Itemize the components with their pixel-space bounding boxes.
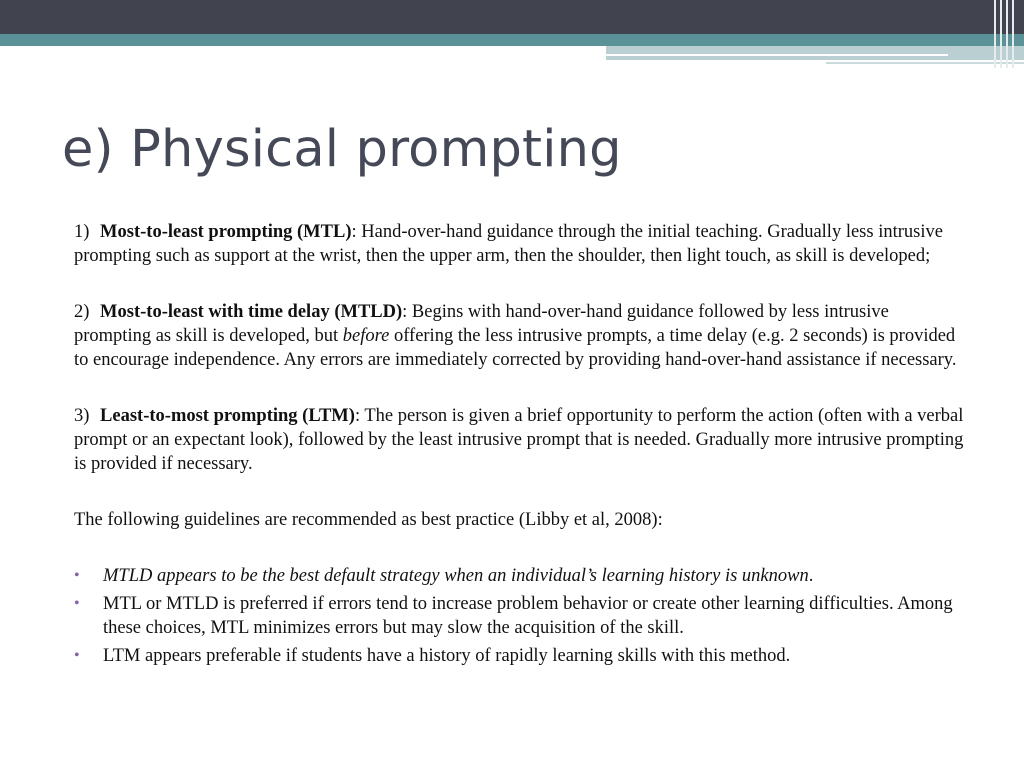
- bullet-text: MTLD appears to be the best default strategy when an individual’s learning history is unknown: [103, 566, 809, 586]
- banner-vertical-stripe: [994, 0, 996, 68]
- item-term: Least-to-most prompting (LTM): [100, 406, 355, 426]
- item-number: 3): [74, 406, 90, 426]
- bullet-text: LTM appears preferable if students have a history of rapidly learning skills with this method.: [103, 646, 791, 666]
- banner-stripe: [606, 54, 948, 56]
- item-term: Most-to-least prompting (MTL): [100, 222, 352, 242]
- guidelines-list: [74, 564, 964, 668]
- bullet-period: .: [808, 566, 814, 586]
- item-description: offering the less intrusive prompts, a time delay (e.g. 2 seconds) is provided to encourage independence. Any errors are immediately corrected by providing hand-over-hand assistance if necessary.: [74, 326, 957, 370]
- item-separator: :: [402, 302, 408, 322]
- item-number: 1): [74, 222, 90, 242]
- prompting-item-mtl: [74, 220, 964, 268]
- banner-light-band: [606, 46, 1024, 60]
- list-item: [74, 592, 964, 640]
- item-separator: :: [354, 406, 361, 426]
- banner-teal-band: [0, 34, 1024, 46]
- item-description: Hand-over-hand guidance through the initial teaching. Gradually less intrusive prompting such as support at the wrist, then the upper arm, then the shoulder, then light touch, as skill is developed;: [74, 222, 943, 266]
- item-description: Begins with hand-over-hand guidance followed by less intrusive prompting as skill is developed, but: [74, 302, 889, 346]
- item-term: Most-to-least with time delay (MTLD): [100, 302, 403, 322]
- bullet-text: MTL or MTLD is preferred if errors tend to increase problem behavior or create other learning difficulties. Among these choices, MTL minimizes errors but may slow the acquisition of the skill.: [103, 594, 953, 638]
- item-number: 2): [74, 302, 90, 322]
- prompting-item-ltm: [74, 404, 964, 476]
- item-emphasis: before: [342, 326, 390, 346]
- bullet-icon: •: [74, 647, 80, 664]
- bullet-icon: •: [74, 595, 80, 612]
- list-item: [74, 644, 964, 668]
- banner-vertical-stripe: [1000, 0, 1002, 68]
- bullet-icon: •: [74, 567, 80, 584]
- banner-vertical-stripe: [1012, 0, 1014, 68]
- item-separator: :: [351, 222, 357, 242]
- item-description: The person is given a brief opportunity to perform the action (often with a verbal prompt or an expectant look), followed by the least intrusive prompt that is needed. Gradually more intrusive prompting is provided if necessary.: [74, 406, 964, 474]
- banner-vertical-stripe: [1006, 0, 1008, 68]
- slide-title: e) Physical prompting: [62, 120, 622, 179]
- slide-body: [74, 220, 964, 672]
- guidelines-intro: The following guidelines are recommended as best practice (Libby et al, 2008):: [74, 510, 663, 530]
- banner-dark-band: [0, 0, 1024, 34]
- prompting-item-mtld: [74, 300, 964, 372]
- list-item: [74, 564, 964, 588]
